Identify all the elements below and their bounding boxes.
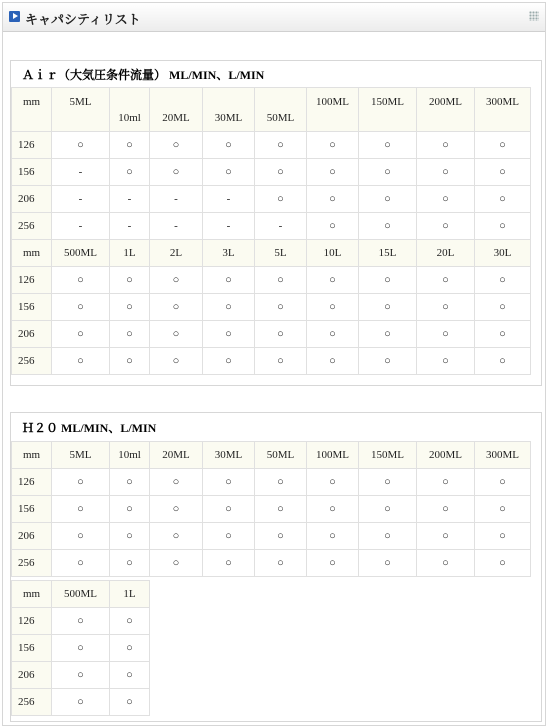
table-header-row — [12, 581, 150, 608]
capacity-cell: ○ — [203, 294, 255, 321]
capacity-cell: ○ — [359, 186, 417, 213]
capacity-cell: - — [150, 186, 203, 213]
row-size-label: 206 — [12, 186, 52, 213]
capacity-cell: ○ — [203, 159, 255, 186]
capacity-cell: ○ — [359, 496, 417, 523]
table-row — [12, 550, 531, 577]
table-row — [12, 186, 531, 213]
capacity-cell: ○ — [52, 523, 110, 550]
capacity-cell: ○ — [359, 132, 417, 159]
row-size-label: 126 — [12, 267, 52, 294]
capacity-cell: ○ — [359, 321, 417, 348]
column-header: 20L — [417, 240, 475, 267]
row-size-label: 126 — [12, 608, 52, 635]
column-header: 100ML — [307, 88, 359, 132]
column-header: 10ml — [110, 88, 150, 132]
capacity-cell: ○ — [110, 635, 150, 662]
capacity-cell: ○ — [110, 267, 150, 294]
capacity-cell: ○ — [52, 348, 110, 375]
table-row — [12, 159, 531, 186]
capacity-cell: ○ — [307, 523, 359, 550]
capacity-cell: - — [255, 213, 307, 240]
panel-header — [3, 3, 545, 32]
capacity-cell: ○ — [150, 348, 203, 375]
capacity-cell: ○ — [150, 321, 203, 348]
capacity-cell: ○ — [110, 550, 150, 577]
column-header: 5ML — [52, 88, 110, 132]
capacity-cell: ○ — [307, 294, 359, 321]
capacity-cell: ○ — [203, 348, 255, 375]
capacity-cell: ○ — [475, 186, 531, 213]
capacity-cell: ○ — [150, 267, 203, 294]
row-size-label: 156 — [12, 159, 52, 186]
column-header: 100ML — [307, 442, 359, 469]
column-header-mm: mm — [12, 581, 52, 608]
capacity-cell: ○ — [307, 213, 359, 240]
capacity-cell: ○ — [255, 469, 307, 496]
capacity-cell: ○ — [150, 294, 203, 321]
table-row — [12, 523, 531, 550]
column-header: 1L — [110, 240, 150, 267]
column-header: 150ML — [359, 88, 417, 132]
capacity-cell: ○ — [307, 496, 359, 523]
capacity-cell: - — [52, 186, 110, 213]
capacity-cell: ○ — [417, 523, 475, 550]
column-header: 200ML — [417, 88, 475, 132]
table-row — [12, 132, 531, 159]
capacity-cell: ○ — [203, 267, 255, 294]
column-header-mm: mm — [12, 442, 52, 469]
row-size-label: 256 — [12, 689, 52, 716]
capacity-cell: - — [110, 186, 150, 213]
column-header: 15L — [359, 240, 417, 267]
column-header: 30ML — [203, 88, 255, 132]
table-row — [12, 689, 150, 716]
capacity-cell: ○ — [475, 321, 531, 348]
capacity-cell: ○ — [475, 348, 531, 375]
capacity-cell: ○ — [203, 469, 255, 496]
panel-title: キャパシティリスト — [25, 12, 141, 27]
capacity-cell: ○ — [255, 132, 307, 159]
column-header: 10L — [307, 240, 359, 267]
capacity-cell: ○ — [475, 132, 531, 159]
capacity-cell: ○ — [110, 159, 150, 186]
air-capacity-table — [11, 87, 531, 375]
capacity-cell: - — [203, 213, 255, 240]
column-header: 300ML — [475, 88, 531, 132]
capacity-cell: ○ — [417, 132, 475, 159]
capacity-cell: ○ — [475, 523, 531, 550]
capacity-cell: ○ — [255, 186, 307, 213]
capacity-cell: ○ — [203, 550, 255, 577]
row-size-label: 126 — [12, 132, 52, 159]
column-header: 20ML — [150, 88, 203, 132]
row-size-label: 256 — [12, 348, 52, 375]
table-row — [12, 469, 531, 496]
capacity-cell: - — [52, 213, 110, 240]
column-header: 50ML — [255, 88, 307, 132]
capacity-cell: ○ — [203, 132, 255, 159]
capacity-cell: ○ — [52, 635, 110, 662]
capacity-cell: ○ — [307, 348, 359, 375]
row-size-label: 156 — [12, 496, 52, 523]
column-header: 150ML — [359, 442, 417, 469]
capacity-cell: ○ — [150, 159, 203, 186]
capacity-cell: ○ — [110, 523, 150, 550]
capacity-cell: ○ — [359, 294, 417, 321]
capacity-cell: ○ — [307, 321, 359, 348]
capacity-cell: ○ — [255, 294, 307, 321]
capacity-cell: ○ — [475, 496, 531, 523]
table-row — [12, 294, 531, 321]
capacity-cell: ○ — [255, 523, 307, 550]
capacity-cell: ○ — [475, 213, 531, 240]
capacity-cell: ○ — [203, 321, 255, 348]
capacity-cell: ○ — [52, 550, 110, 577]
table-header-row — [12, 88, 531, 132]
row-size-label: 256 — [12, 550, 52, 577]
capacity-cell: ○ — [359, 550, 417, 577]
capacity-cell: ○ — [150, 550, 203, 577]
h2o-capacity-table-2 — [11, 580, 150, 716]
column-header: 200ML — [417, 442, 475, 469]
capacity-cell: ○ — [255, 321, 307, 348]
capacity-cell: ○ — [417, 348, 475, 375]
capacity-cell: ○ — [110, 294, 150, 321]
capacity-cell: ○ — [359, 159, 417, 186]
capacity-cell: ○ — [110, 689, 150, 716]
capacity-cell: ○ — [150, 132, 203, 159]
capacity-cell: ○ — [307, 469, 359, 496]
capacity-cell: - — [203, 186, 255, 213]
column-header: 20ML — [150, 442, 203, 469]
table-header-row — [12, 442, 531, 469]
capacity-cell: ○ — [52, 496, 110, 523]
capacity-cell: ○ — [359, 469, 417, 496]
capacity-cell: ○ — [110, 469, 150, 496]
capacity-cell: ○ — [307, 267, 359, 294]
capacity-cell: ○ — [475, 267, 531, 294]
row-size-label: 206 — [12, 321, 52, 348]
column-header: 30ML — [203, 442, 255, 469]
capacity-cell: ○ — [52, 662, 110, 689]
capacity-cell: ○ — [110, 321, 150, 348]
capacity-cell: ○ — [475, 159, 531, 186]
capacity-cell: ○ — [203, 523, 255, 550]
h2o-capacity-table — [11, 441, 531, 577]
table-row — [12, 496, 531, 523]
h2o-section-title: Ｈ２０ ML/MIN、L/MIN — [22, 421, 157, 435]
row-size-label: 156 — [12, 635, 52, 662]
capacity-cell: ○ — [255, 496, 307, 523]
capacity-cell: ○ — [417, 469, 475, 496]
column-header: 500ML — [52, 581, 110, 608]
column-header: 50ML — [255, 442, 307, 469]
capacity-cell: ○ — [307, 159, 359, 186]
column-header: 1L — [110, 581, 150, 608]
capacity-cell: ○ — [52, 469, 110, 496]
table-row — [12, 348, 531, 375]
table-header-row — [12, 240, 531, 267]
capacity-cell: ○ — [110, 608, 150, 635]
column-header-mm: mm — [12, 240, 52, 267]
capacity-cell: ○ — [307, 132, 359, 159]
column-header: 5ML — [52, 442, 110, 469]
capacity-cell: ○ — [359, 348, 417, 375]
column-header-mm: mm — [12, 88, 52, 132]
column-header: 30L — [475, 240, 531, 267]
column-header: 10ml — [110, 442, 150, 469]
grip-dots-icon — [529, 11, 539, 21]
capacity-cell: ○ — [359, 267, 417, 294]
capacity-cell: ○ — [110, 662, 150, 689]
capacity-cell: ○ — [150, 523, 203, 550]
capacity-cell: ○ — [52, 689, 110, 716]
air-section-title: Ａｉｒ（大気圧条件流量） ML/MIN、L/MIN — [22, 68, 265, 82]
capacity-cell: ○ — [52, 267, 110, 294]
table-row — [12, 662, 150, 689]
capacity-cell: ○ — [150, 469, 203, 496]
table-row — [12, 608, 150, 635]
capacity-cell: ○ — [417, 496, 475, 523]
capacity-cell: - — [150, 213, 203, 240]
capacity-cell: ○ — [52, 608, 110, 635]
capacity-cell: ○ — [52, 132, 110, 159]
column-header: 2L — [150, 240, 203, 267]
capacity-cell: ○ — [150, 496, 203, 523]
capacity-cell: ○ — [110, 132, 150, 159]
capacity-cell: ○ — [417, 321, 475, 348]
capacity-cell: ○ — [359, 523, 417, 550]
table-row — [12, 321, 531, 348]
capacity-cell: ○ — [203, 496, 255, 523]
row-size-label: 126 — [12, 469, 52, 496]
capacity-cell: ○ — [417, 294, 475, 321]
row-size-label: 156 — [12, 294, 52, 321]
capacity-cell: ○ — [475, 294, 531, 321]
capacity-cell: ○ — [255, 348, 307, 375]
column-header: 3L — [203, 240, 255, 267]
table-row — [12, 635, 150, 662]
capacity-cell: ○ — [417, 213, 475, 240]
capacity-cell: - — [110, 213, 150, 240]
column-header: 500ML — [52, 240, 110, 267]
capacity-cell: ○ — [110, 348, 150, 375]
capacity-cell: ○ — [417, 267, 475, 294]
capacity-cell: ○ — [52, 321, 110, 348]
capacity-cell: ○ — [417, 550, 475, 577]
capacity-cell: ○ — [255, 267, 307, 294]
row-size-label: 206 — [12, 523, 52, 550]
capacity-cell: ○ — [475, 550, 531, 577]
capacity-cell: ○ — [417, 159, 475, 186]
capacity-cell: ○ — [255, 159, 307, 186]
row-size-label: 206 — [12, 662, 52, 689]
capacity-cell: ○ — [359, 213, 417, 240]
capacity-cell: ○ — [52, 294, 110, 321]
row-size-label: 256 — [12, 213, 52, 240]
column-header: 300ML — [475, 442, 531, 469]
table-row — [12, 267, 531, 294]
capacity-cell: ○ — [110, 496, 150, 523]
capacity-cell: - — [52, 159, 110, 186]
capacity-cell: ○ — [255, 550, 307, 577]
capacity-cell: ○ — [307, 186, 359, 213]
capacity-cell: ○ — [417, 186, 475, 213]
column-header: 5L — [255, 240, 307, 267]
play-arrow-icon — [9, 11, 20, 22]
capacity-cell: ○ — [475, 469, 531, 496]
table-row — [12, 213, 531, 240]
capacity-cell: ○ — [307, 550, 359, 577]
